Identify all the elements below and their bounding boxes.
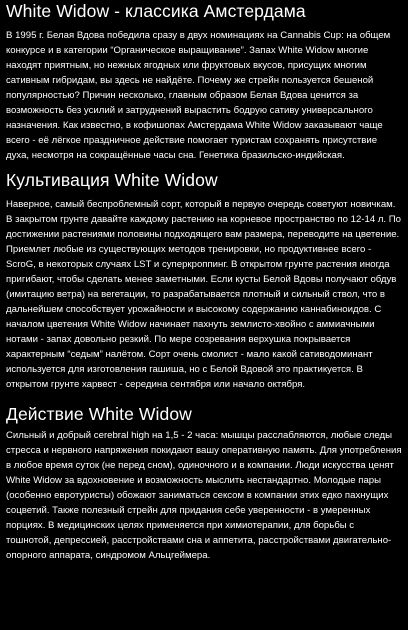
section-effects	[6, 403, 402, 563]
section-history	[6, 0, 402, 163]
section-heading-effects: Действие White Widow	[6, 404, 192, 424]
section-cultivation	[6, 169, 402, 392]
section-body-cultivation: Наверное, самый беспроблемный сорт, который в первую очередь советуют новичкам. В закрытом грунте давайте каждому растению на корневое пространство по 12-14 л. По достижении растениями половины подходящего вам размера, переводите на цветение. Приемлет любые из существующих методов тренировки, но продуктивнее всего - ScroG, в некоторых случаях LST и суперкроппинг. В открытом грунте растения иногда пригибают, чтобы сделать менее заметными. Если кусты Белой Вдовы получают обдув (имитацию ветра) на вегетации, то разрабатывается плотный и сильный ствол, что в дальнейшем способствует урожайности и высокому содержанию каннабиноидов. С началом цветения White Widow начинает пахнуть землисто-хвойно с аммиачными нотами - запах довольно резкий. По мере созревания верхушка покрывается характерным “седым” налётом. Сорт очень смолист - мало какой сативодоминант используется для изготовления гашиша, но с Белой Вдовой это практикуется. В открытом грунте харвест - середина сентября или начало октября.	[6, 199, 401, 390]
section-heading-cultivation: Культивация White Widow	[6, 170, 218, 190]
section-body-effects: Сильный и добрый cerebral high на 1,5 - 2 часа: мышцы расслабляются, любые следы стресса и нервного напряжения покидают вашу оперативную память. Для употребления в любое время суток (не перед сном), одиночного и в компании. Люди искусства ценят White Widow за вдохновение и возможность мыслить нестандартно. Молодые пары (особенно евротуристы) обожают заниматься сексом в компании этих едко пахнущих соцветий. Также полезный стрейн для придания себе уверенности - в умеренных порциях. В медицинских целях применяется при химиотерапии, для борьбы с тошнотой, депрессией, расстройствами сна и аппетита, расстройствами двигательно-опорного аппарата, синдромом Альцгеймера.	[6, 430, 402, 561]
section-heading-history: White Widow - классика Амстердама	[6, 1, 306, 21]
section-body-history: В 1995 г. Белая Вдова победила сразу в двух номинациях на Cannabis Cup: на общем конкурсе и в категории “Органическое выращивание”. Запах White Widow многие находят приятным, но нежных ягодных или фруктовых вкусов, присущих многим сативным гибридам, вы здесь не найдёте. Почему же стрейн пользуется бешеной популярностью? Причин несколько, главным образом Белая Вдова ценится за возможность без усилий и затруднений вырастить бодрую сативу универсального назначения. Как известно, в кофишопах Амстердама White Widow заказывают чаще всего - её лёгкое праздничное действие помогает туристам сохранять присутствие духа, несмотря на сокращённые часы сна. Генетика бразильско-индийская.	[6, 30, 391, 161]
